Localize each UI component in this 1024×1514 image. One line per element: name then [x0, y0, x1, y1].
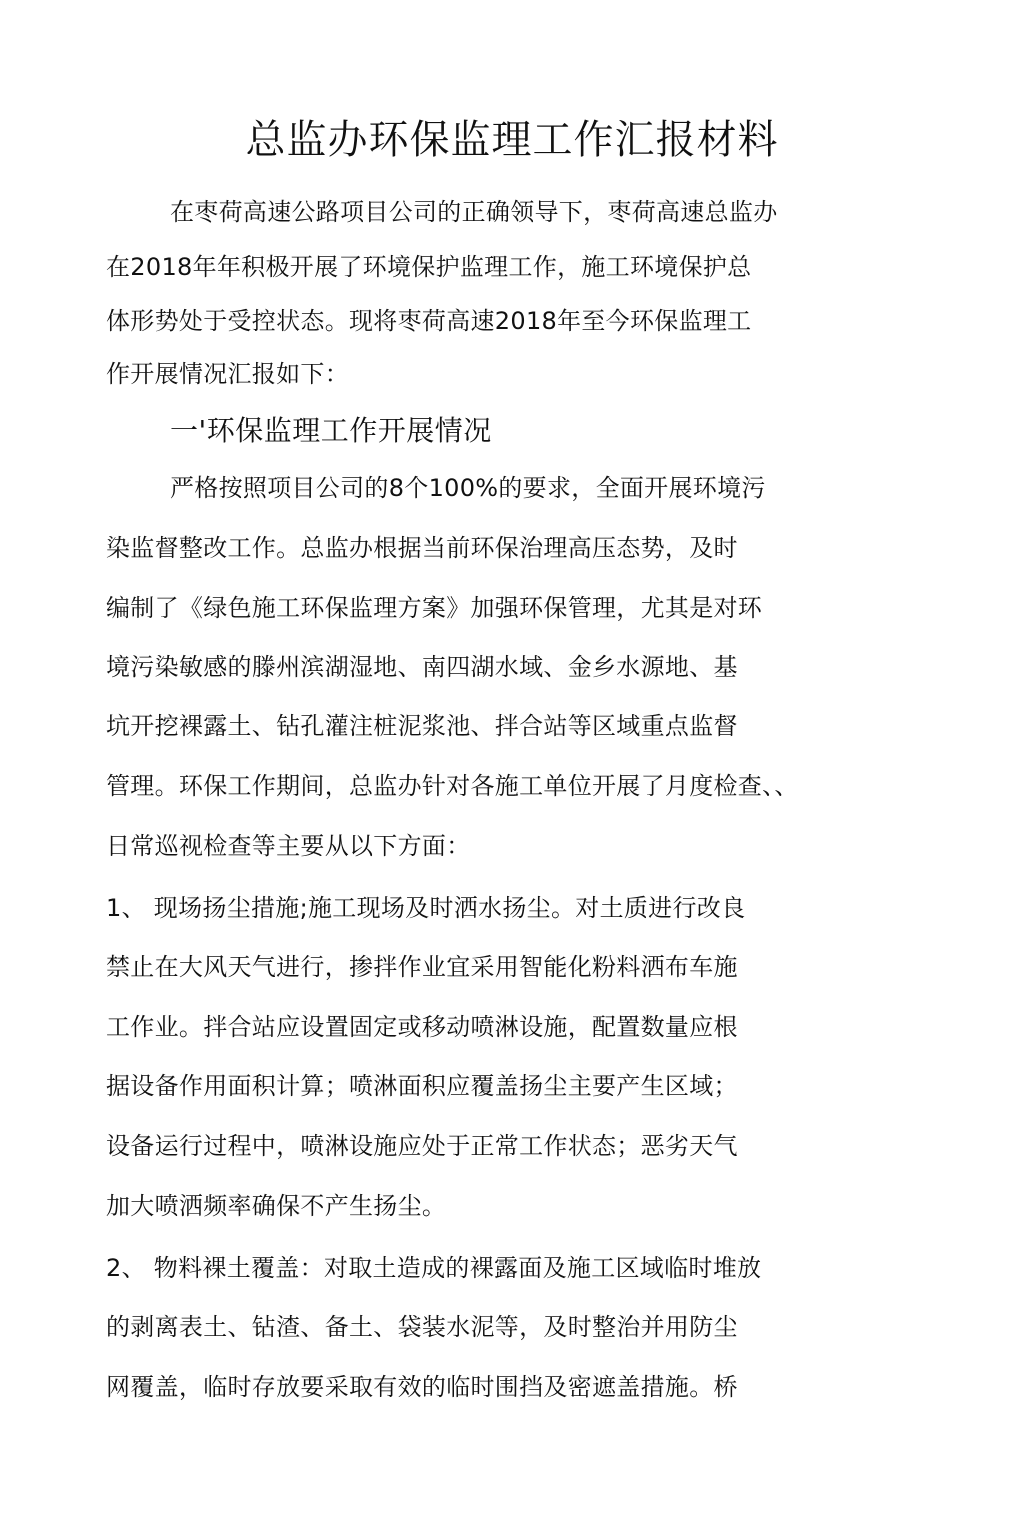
item1-line-5: 设备运行过程中，喷淋设施应处于正常工作状态；恶劣天气 — [106, 1132, 738, 1160]
item1-line-6: 加大喷洒频率确保不产生扬尘。 — [106, 1192, 447, 1220]
item1-line-1: 1、 现场扬尘措施;施工现场及时洒水扬尘。对土质进行改良 — [106, 894, 746, 922]
item2-line-2: 的剥离表土、钻渣、备土、袋装水泥等，及时整治并用防尘 — [106, 1313, 738, 1341]
section1-line-3: 编制了《绿色施工环保监理方案》加强环保管理，尤其是对环 — [106, 594, 763, 622]
intro-line-2: 在2018年年积极开展了环境保护监理工作，施工环境保护总 — [106, 253, 752, 281]
intro-line-4: 作开展情况汇报如下： — [106, 360, 349, 388]
section1-line-5: 坑开挖裸露土、钻孔灌注桩泥浆池、拌合站等区域重点监督 — [106, 712, 738, 740]
section1-line-1: 严格按照项目公司的8个100%的要求，全面开展环境污 — [170, 474, 766, 502]
section1-line-2: 染监督整改工作。总监办根据当前环保治理高压态势，及时 — [106, 534, 738, 562]
section1-line-4: 境污染敏感的滕州滨湖湿地、南四湖水域、金乡水源地、基 — [106, 653, 738, 681]
section1-line-6: 管理。环保工作期间，总监办针对各施工单位开展了月度检查、、 — [106, 772, 799, 800]
item2-line-1: 2、 物料裸土覆盖：对取土造成的裸露面及施工区域临时堆放 — [106, 1254, 762, 1282]
intro-line-3: 体形势处于受控状态。现将枣荷高速2018年至今环保监理工 — [106, 307, 752, 335]
item1-line-2: 禁止在大风天气进行，掺拌作业宜采用智能化粉料洒布车施 — [106, 953, 738, 981]
section-heading: 一'环保监理工作开展情况 — [170, 414, 492, 447]
item1-line-3: 工作业。拌合站应设置固定或移动喷淋设施，配置数量应根 — [106, 1013, 738, 1041]
section1-line-7: 日常巡视检查等主要从以下方面： — [106, 832, 471, 860]
item1-line-4: 据设备作用面积计算；喷淋面积应覆盖扬尘主要产生区域； — [106, 1072, 738, 1100]
document-title: 总监办环保监理工作汇报材料 — [245, 117, 779, 163]
item2-line-3: 网覆盖，临时存放要采取有效的临时围挡及密遮盖措施。桥 — [106, 1373, 738, 1401]
intro-line-1: 在枣荷高速公路项目公司的正确领导下，枣荷高速总监办 — [170, 198, 778, 226]
